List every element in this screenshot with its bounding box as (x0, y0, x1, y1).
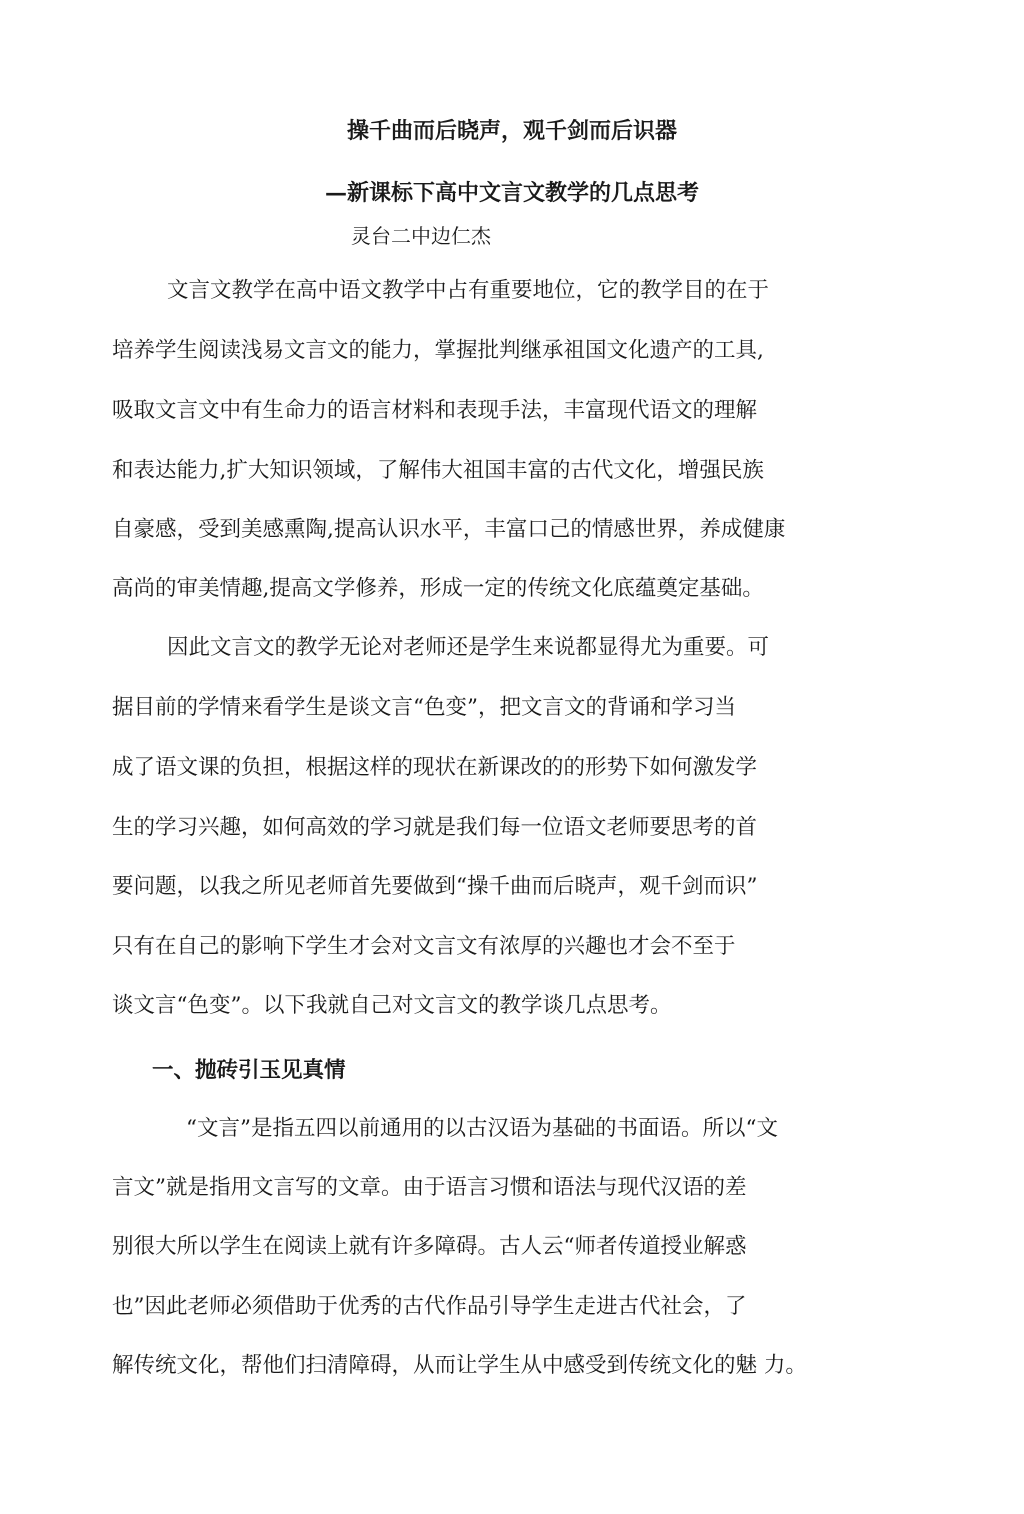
paragraph-1-line-4: 和表达能力,扩大知识领域，了解伟大祖国丰富的古代文化，增强民族 (112, 458, 764, 483)
paragraph-1-line-1: 文言文教学在高中语文教学中占有重要地位，它的教学目的在于 (167, 278, 770, 303)
paragraph-3-line-1: “文言”是指五四以前通用的以古汉语为基础的书面语。所以“文 (186, 1116, 778, 1141)
paragraph-1-line-3: 吸取文言文中有生命力的语言材料和表现手法，丰富现代语文的理解 (112, 398, 758, 423)
paragraph-3-line-4: 也”因此老师必须借助于优秀的古代作品引导学生走进古代社会，了 (112, 1294, 747, 1319)
paragraph-1-line-6: 高尚的审美情趣,提高文学修养，形成一定的传统文化底蕴奠定基础。 (112, 576, 764, 601)
author-line: 灵台二中边仁杰 (351, 224, 491, 248)
paragraph-2-line-7: 谈文言“色变”。以下我就自己对文言文的教学谈几点思考。 (112, 993, 672, 1018)
page-subtitle: —新课标下高中文言文教学的几点思考 (324, 180, 699, 206)
paragraph-2-line-4: 生的学习兴趣，如何高效的学习就是我们每一位语文老师要思考的首 (112, 815, 758, 840)
paragraph-2-line-5: 要问题，以我之所见老师首先要做到“操千曲而后晓声，观千剑而识” (112, 874, 758, 899)
paragraph-2-line-2: 据目前的学情来看学生是谈文言“色变”，把文言文的背诵和学习当 (112, 695, 736, 720)
paragraph-3-line-3: 别很大所以学生在阅读上就有许多障碍。古人云“师者传道授业解惑 (112, 1234, 747, 1259)
section-1-heading: 一、抛砖引玉见真情 (152, 1058, 346, 1083)
page-title: 操千曲而后晓声，观千剑而后识器 (346, 118, 677, 144)
paragraph-2-line-1: 因此文言文的教学无论对老师还是学生来说都显得尤为重要。可 (167, 635, 770, 660)
paragraph-2-line-3: 成了语文课的负担，根据这样的现状在新课改的的形势下如何激发学 (112, 755, 758, 780)
paragraph-3-line-2: 言文”就是指用文言写的文章。由于语言习惯和语法与现代汉语的差 (112, 1175, 747, 1200)
paragraph-2-line-6: 只有在自己的影响下学生才会对文言文有浓厚的兴趣也才会不至于 (112, 934, 736, 959)
paragraph-1-line-5: 自豪感，受到美感熏陶,提高认识水平，丰富口己的情感世界，养成健康 (112, 517, 786, 542)
paragraph-3-line-5: 解传统文化，帮他们扫清障碍，从而让学生从中感受到传统文化的魅 力。 (112, 1353, 807, 1378)
paragraph-1-line-2: 培养学生阅读浅易文言文的能力，掌握批判继承祖国文化遗产的工具, (112, 338, 764, 363)
